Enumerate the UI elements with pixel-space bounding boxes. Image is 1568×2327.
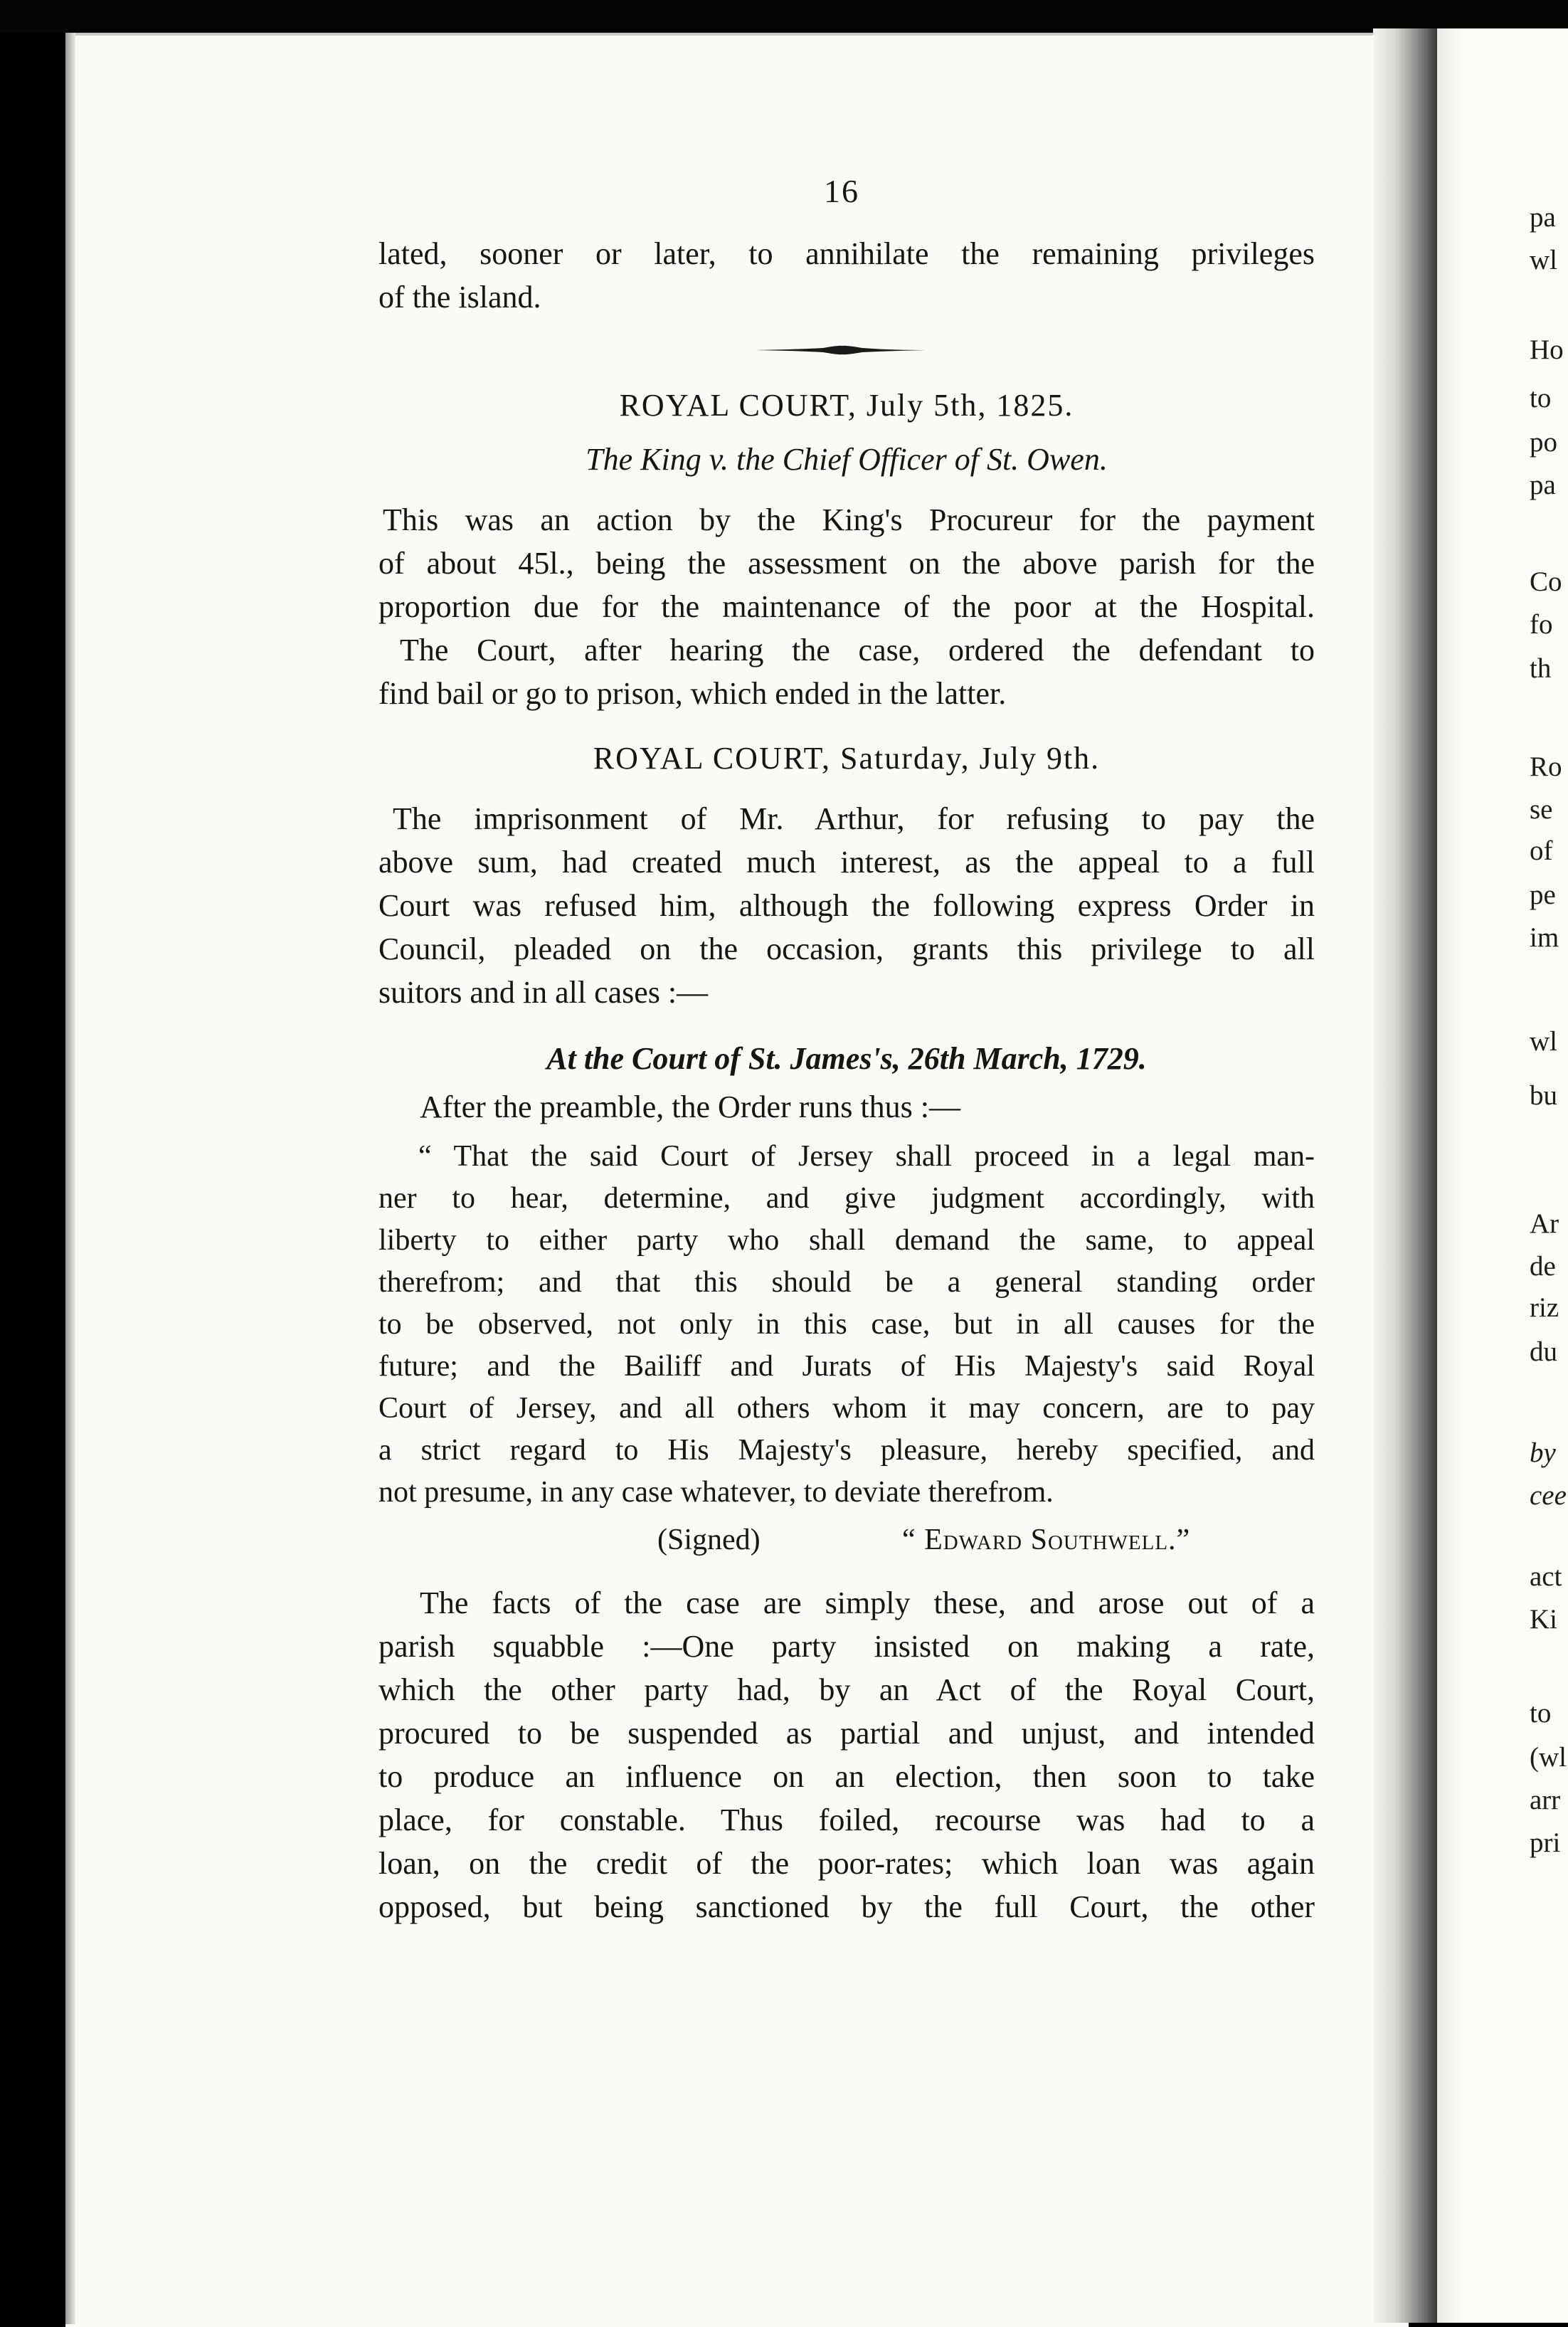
text-line: proportion due for the maintenance of the poor at the Hospital. bbox=[378, 589, 1315, 624]
facing-fragment: th bbox=[1530, 653, 1552, 684]
facing-fragment: to bbox=[1530, 383, 1552, 413]
facing-fragment: Ho bbox=[1530, 334, 1564, 365]
quote-line: not presume, in any case whatever, to deviate therefrom. bbox=[378, 1476, 1054, 1509]
facing-fragment: (wl bbox=[1530, 1742, 1567, 1773]
preamble-line: After the preamble, the Order runs thus :— bbox=[420, 1089, 960, 1124]
book-gutter-shadow bbox=[1373, 28, 1437, 2323]
facing-fragment: Ro bbox=[1530, 751, 1562, 782]
facing-fragment: to bbox=[1530, 1698, 1552, 1729]
quote-line: to be observed, not only in this case, but in all causes for the bbox=[378, 1308, 1315, 1341]
text-line: Court was refused him, although the following express Order in bbox=[378, 888, 1315, 923]
facing-fragment: Ki bbox=[1530, 1604, 1557, 1635]
quote-line: Court of Jersey, and all others whom it may concern, are to pay bbox=[378, 1392, 1315, 1425]
text-line: The Court, after hearing the case, ordered the defendant to bbox=[400, 633, 1315, 668]
text-line: loan, on the credit of the poor-rates; which loan was again bbox=[378, 1846, 1315, 1881]
facing-fragment: du bbox=[1530, 1336, 1557, 1367]
facing-fragment: bu bbox=[1530, 1080, 1557, 1111]
order-quote bbox=[378, 1136, 1315, 1514]
text-line: This was an action by the King's Procureur for the payment bbox=[383, 502, 1315, 537]
text-line: opposed, but being sanctioned by the full Court, the other bbox=[378, 1889, 1315, 1924]
section3-paragraph bbox=[378, 1581, 1315, 1928]
text-line: Council, pleaded on the occasion, grants this privilege to all bbox=[378, 932, 1315, 966]
facing-fragment: fo bbox=[1530, 609, 1553, 640]
facing-fragment: Co bbox=[1530, 566, 1562, 597]
quote-line: ner to hear, determine, and give judgment accordingly, with bbox=[378, 1182, 1315, 1215]
facing-fragment: wl bbox=[1530, 1026, 1557, 1057]
text-line: The facts of the case are simply these, and arose out of a bbox=[420, 1585, 1315, 1620]
facing-fragment: of bbox=[1530, 835, 1553, 866]
quote-line: therefrom; and that this should be a general standing order bbox=[378, 1266, 1315, 1299]
section-heading: ROYAL COURT, Saturday, July 9th. bbox=[593, 741, 1101, 776]
facing-fragment: Ar bbox=[1530, 1208, 1559, 1239]
scan-top-border bbox=[0, 0, 1568, 33]
signatory-name: “ Edward Southwell.” bbox=[902, 1524, 1191, 1556]
quote-line: future; and the Bailiff and Jurats of His Majesty's said Royal bbox=[378, 1350, 1315, 1383]
text-line: lated, sooner or later, to annihilate the remaining privileges bbox=[378, 236, 1315, 271]
text-line: above sum, had created much interest, as the appeal to a full bbox=[378, 845, 1315, 880]
facing-fragment: cee bbox=[1530, 1480, 1567, 1511]
section1-paragraph bbox=[378, 498, 1315, 715]
facing-fragment: pa bbox=[1530, 202, 1556, 233]
text-line: find bail or go to prison, which ended in the latter. bbox=[378, 676, 1007, 711]
section-heading: ROYAL COURT, July 5th, 1825. bbox=[619, 388, 1074, 423]
intro-paragraph bbox=[378, 232, 1315, 319]
facing-fragment: po bbox=[1530, 427, 1557, 458]
text-line: of about 45l., being the assessment on the above parish for the bbox=[378, 546, 1315, 581]
quote-line: a strict regard to His Majesty's pleasure, hereby specified, and bbox=[378, 1434, 1315, 1467]
facing-fragment: pri bbox=[1530, 1827, 1561, 1858]
facing-page bbox=[1437, 28, 1568, 2323]
facing-fragment: act bbox=[1530, 1561, 1562, 1592]
facing-fragment: im bbox=[1530, 922, 1559, 953]
ornamental-divider bbox=[756, 343, 926, 357]
text-line: procured to be suspended as partial and unjust, and intended bbox=[378, 1716, 1315, 1751]
text-line: place, for constable. Thus foiled, recourse was had to a bbox=[378, 1803, 1315, 1837]
quote-line: “ That the said Court of Jersey shall proceed in a legal man- bbox=[418, 1140, 1315, 1173]
facing-fragment: se bbox=[1530, 794, 1553, 825]
facing-fragment: pe bbox=[1530, 880, 1556, 910]
text-line: to produce an influence on an election, then soon to take bbox=[378, 1759, 1315, 1794]
text-line: parish squabble :—One party insisted on making a rate, bbox=[378, 1629, 1315, 1664]
facing-fragment: arr bbox=[1530, 1785, 1561, 1815]
facing-fragment: riz bbox=[1530, 1292, 1559, 1323]
page-left-edge bbox=[65, 33, 75, 2324]
case-title: The King v. the Chief Officer of St. Owen. bbox=[586, 442, 1108, 477]
facing-fragment: de bbox=[1530, 1251, 1556, 1282]
signed-label: (Signed) bbox=[657, 1524, 761, 1556]
quote-line: liberty to either party who shall demand the same, to appeal bbox=[378, 1224, 1315, 1257]
facing-fragment: wl bbox=[1530, 245, 1557, 275]
text-line: of the island. bbox=[378, 280, 541, 315]
page-number: 16 bbox=[824, 173, 859, 209]
text-line: which the other party had, by an Act of the Royal Court, bbox=[378, 1672, 1315, 1707]
text-line: The imprisonment of Mr. Arthur, for refusing to pay the bbox=[393, 801, 1315, 836]
facing-fragment: by bbox=[1530, 1437, 1556, 1468]
facing-fragment: pa bbox=[1530, 470, 1556, 500]
order-heading: At the Court of St. James's, 26th March, 1729. bbox=[546, 1041, 1147, 1076]
section2-paragraph bbox=[378, 797, 1315, 1014]
text-line: suitors and in all cases :— bbox=[378, 975, 709, 1010]
